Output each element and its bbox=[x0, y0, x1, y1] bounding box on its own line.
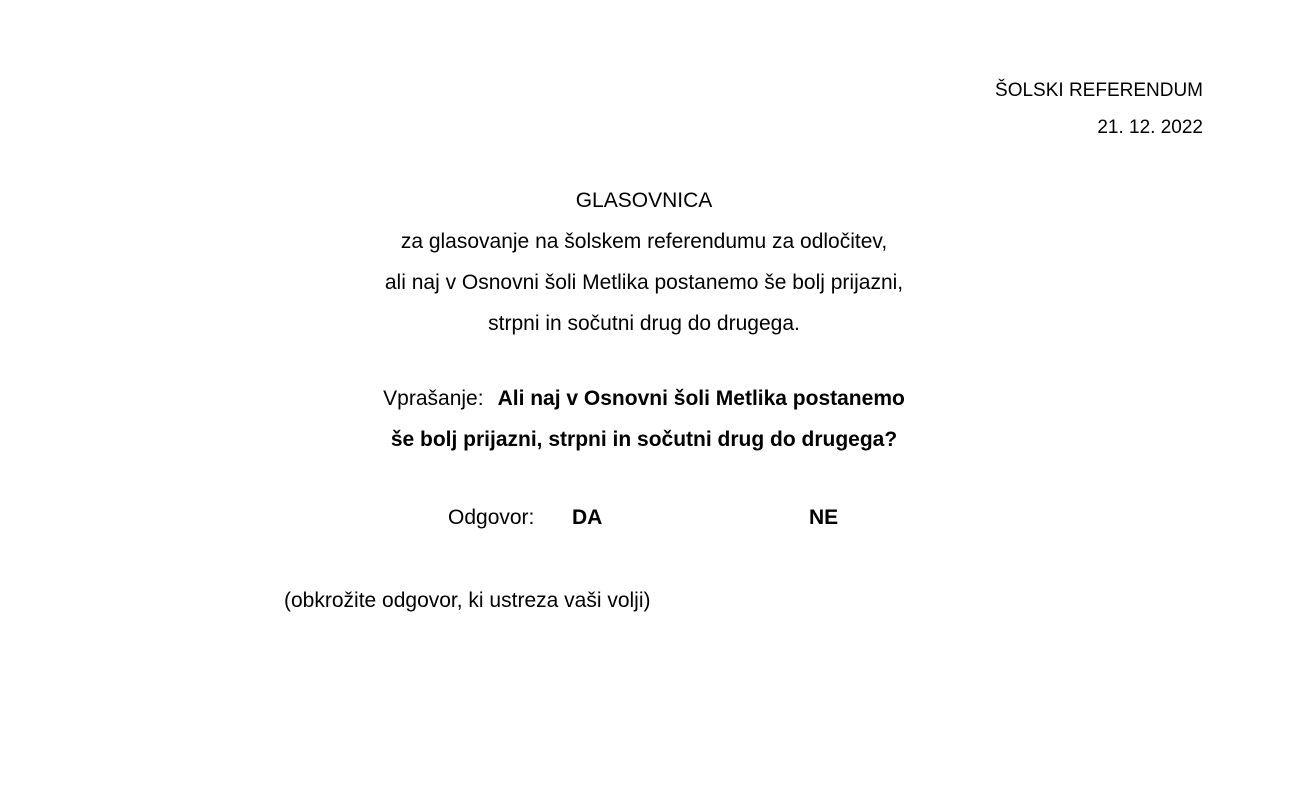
ballot-description-line-1: za glasovanje na šolskem referendumu za odločitev, bbox=[400, 230, 888, 253]
question-text-line-1: Ali naj v Osnovni šoli Metlika postanemo bbox=[497, 387, 905, 410]
ballot-title-block bbox=[0, 180, 1288, 344]
referendum-title: ŠOLSKI REFERENDUM bbox=[995, 80, 1203, 101]
question-text-line-2: še bolj prijazni, strpni in sočutni drug do drugega? bbox=[390, 428, 898, 451]
ballot-description-line-2: ali naj v Osnovni šoli Metlika postanemo še bolj prijazni, bbox=[384, 271, 904, 294]
question-block bbox=[0, 378, 1288, 460]
answer-option-da[interactable]: DA bbox=[572, 506, 603, 529]
ballot-title: GLASOVNICA bbox=[575, 189, 713, 212]
referendum-date: 21. 12. 2022 bbox=[1097, 117, 1203, 138]
ballot-description-line-3: strpni in sočutni drug do drugega. bbox=[488, 312, 800, 335]
answer-row bbox=[0, 502, 1297, 538]
answer-option-ne[interactable]: NE bbox=[809, 506, 839, 529]
question-line-1 bbox=[0, 378, 1288, 419]
document-header bbox=[995, 72, 1203, 146]
answer-label: Odgovor: bbox=[448, 506, 535, 529]
question-label: Vprašanje: bbox=[383, 387, 484, 410]
instruction-text: (obkrožite odgovor, ki ustreza vaši volji) bbox=[284, 589, 651, 612]
